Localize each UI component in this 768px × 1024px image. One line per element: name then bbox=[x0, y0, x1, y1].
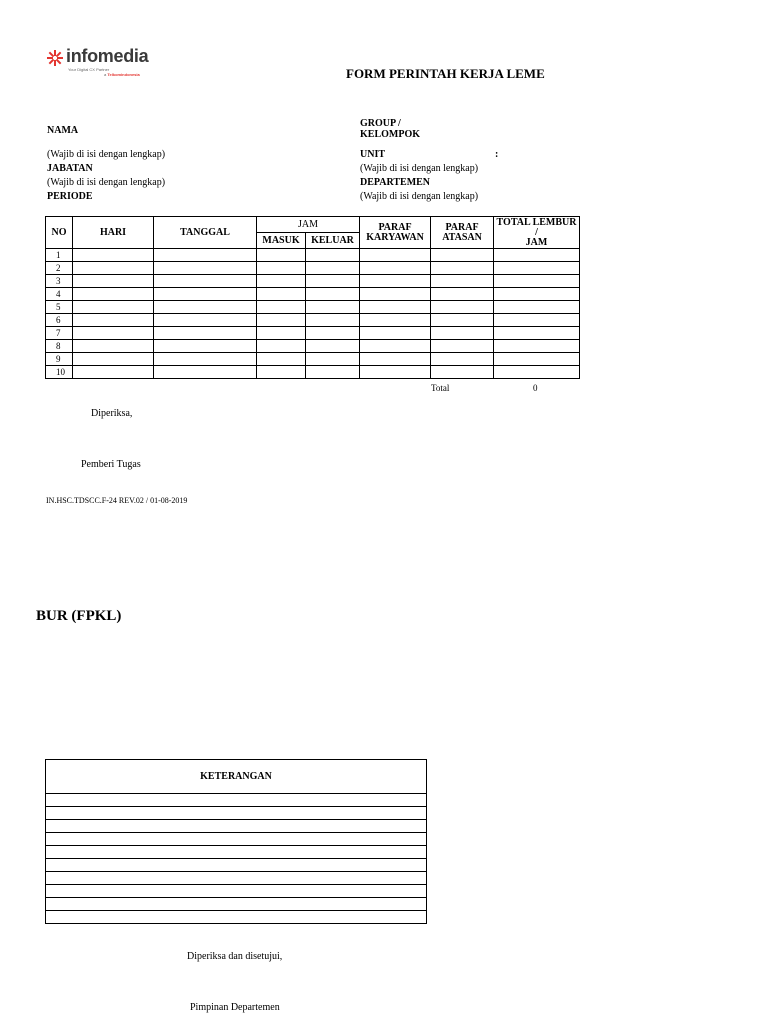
logo-tagline: Your Digital CX Partner bbox=[68, 67, 110, 72]
row-number: 2 bbox=[46, 262, 73, 275]
table-row bbox=[46, 340, 580, 353]
unit-hint: (Wajib di isi dengan lengkap) bbox=[360, 163, 479, 174]
table-cell bbox=[73, 366, 154, 379]
group-label: GROUP / bbox=[360, 118, 401, 129]
table-cell bbox=[154, 288, 257, 301]
table-cell bbox=[257, 327, 306, 340]
periode-label: PERIODE bbox=[47, 191, 93, 202]
keterangan-row bbox=[46, 833, 427, 846]
row-number: 8 bbox=[46, 340, 73, 353]
row-number: 7 bbox=[46, 327, 73, 340]
table-cell bbox=[494, 288, 580, 301]
table-cell bbox=[306, 327, 360, 340]
overtime-table bbox=[45, 216, 580, 379]
table-cell bbox=[73, 314, 154, 327]
table-cell bbox=[360, 340, 431, 353]
table-cell bbox=[306, 262, 360, 275]
table-cell bbox=[306, 314, 360, 327]
form-title-continued: BUR (FPKL) bbox=[36, 608, 122, 624]
table-cell bbox=[154, 366, 257, 379]
keterangan-cell bbox=[46, 807, 427, 820]
logo-wordmark: infomedia bbox=[66, 46, 149, 66]
table-cell bbox=[257, 314, 306, 327]
table-cell bbox=[306, 301, 360, 314]
keterangan-cell bbox=[46, 885, 427, 898]
jabatan-label: JABATAN bbox=[47, 163, 93, 174]
keterangan-cell bbox=[46, 872, 427, 885]
table-cell bbox=[494, 262, 580, 275]
keterangan-cell bbox=[46, 898, 427, 911]
table-cell bbox=[360, 301, 431, 314]
table-row bbox=[46, 366, 580, 379]
row-number: 10 bbox=[46, 366, 73, 379]
table-cell bbox=[73, 327, 154, 340]
header-jam: JAM bbox=[257, 217, 360, 233]
document-code: IN.HSC.TDSCC.F-24 REV.02 / 01-08-2019 bbox=[46, 496, 188, 505]
table-cell bbox=[360, 366, 431, 379]
row-number: 5 bbox=[46, 301, 73, 314]
table-cell bbox=[360, 314, 431, 327]
table-cell bbox=[431, 275, 494, 288]
table-cell bbox=[431, 340, 494, 353]
table-cell bbox=[431, 262, 494, 275]
table-cell bbox=[257, 366, 306, 379]
departemen-label: DEPARTEMEN bbox=[360, 177, 431, 188]
table-cell bbox=[431, 366, 494, 379]
diperiksa-label: Diperiksa, bbox=[91, 408, 133, 419]
table-cell bbox=[257, 340, 306, 353]
infomedia-logo bbox=[46, 46, 149, 80]
table-row bbox=[46, 249, 580, 262]
table-cell bbox=[494, 366, 580, 379]
diperiksa-disetujui-label: Diperiksa dan disetujui, bbox=[187, 951, 283, 962]
table-cell bbox=[306, 366, 360, 379]
keterangan-row bbox=[46, 898, 427, 911]
table-cell bbox=[257, 275, 306, 288]
table-cell bbox=[257, 301, 306, 314]
table-row bbox=[46, 288, 580, 301]
header-masuk: MASUK bbox=[257, 233, 306, 249]
table-cell bbox=[494, 314, 580, 327]
table-row bbox=[46, 262, 580, 275]
table-cell bbox=[154, 301, 257, 314]
keterangan-header: KETERANGAN bbox=[46, 760, 427, 794]
table-cell bbox=[360, 249, 431, 262]
header-tanggal: TANGGAL bbox=[154, 217, 257, 249]
table-cell bbox=[73, 340, 154, 353]
unit-colon: : bbox=[495, 149, 499, 160]
table-cell bbox=[73, 249, 154, 262]
table-cell bbox=[257, 353, 306, 366]
keterangan-row bbox=[46, 885, 427, 898]
pemberi-tugas-label: Pemberi Tugas bbox=[81, 459, 141, 470]
table-cell bbox=[360, 288, 431, 301]
unit-label: UNIT bbox=[360, 149, 386, 160]
keterangan-row bbox=[46, 846, 427, 859]
table-cell bbox=[306, 340, 360, 353]
table-cell bbox=[360, 327, 431, 340]
table-cell bbox=[431, 327, 494, 340]
header-total-lembur: TOTAL LEMBUR / JAM bbox=[494, 217, 580, 249]
kelompok-label: KELOMPOK bbox=[360, 129, 420, 140]
header-paraf-karyawan: PARAF KARYAWAN bbox=[360, 217, 431, 249]
table-cell bbox=[494, 353, 580, 366]
table-cell bbox=[494, 249, 580, 262]
table-cell bbox=[306, 275, 360, 288]
table-cell bbox=[431, 353, 494, 366]
keterangan-row bbox=[46, 911, 427, 924]
table-row bbox=[46, 275, 580, 288]
departemen-hint: (Wajib di isi dengan lengkap) bbox=[360, 191, 479, 202]
keterangan-table bbox=[45, 759, 427, 924]
table-cell bbox=[73, 288, 154, 301]
row-number: 9 bbox=[46, 353, 73, 366]
table-row bbox=[46, 327, 580, 340]
table-cell bbox=[494, 275, 580, 288]
table-cell bbox=[257, 288, 306, 301]
keterangan-cell bbox=[46, 794, 427, 807]
table-cell bbox=[257, 249, 306, 262]
row-number: 6 bbox=[46, 314, 73, 327]
table-cell bbox=[73, 275, 154, 288]
logo-by-line: a Telkomindonesia bbox=[104, 72, 140, 77]
table-cell bbox=[306, 249, 360, 262]
table-cell bbox=[431, 301, 494, 314]
table-cell bbox=[431, 288, 494, 301]
row-number: 3 bbox=[46, 275, 73, 288]
table-cell bbox=[360, 262, 431, 275]
table-cell bbox=[154, 327, 257, 340]
table-cell bbox=[360, 275, 431, 288]
logo-burst-icon bbox=[46, 49, 64, 67]
keterangan-cell bbox=[46, 820, 427, 833]
table-row bbox=[46, 301, 580, 314]
form-title: FORM PERINTAH KERJA LEME bbox=[346, 66, 545, 81]
table-cell bbox=[73, 301, 154, 314]
table-cell bbox=[494, 327, 580, 340]
nama-hint: (Wajib di isi dengan lengkap) bbox=[47, 149, 166, 160]
keterangan-row bbox=[46, 872, 427, 885]
header-keluar: KELUAR bbox=[306, 233, 360, 249]
header-paraf-atasan: PARAF ATASAN bbox=[431, 217, 494, 249]
table-cell bbox=[73, 262, 154, 275]
nama-label: NAMA bbox=[47, 125, 79, 136]
table-cell bbox=[154, 353, 257, 366]
table-cell bbox=[257, 262, 306, 275]
keterangan-row bbox=[46, 820, 427, 833]
total-value: 0 bbox=[533, 383, 538, 393]
header-no: NO bbox=[46, 217, 73, 249]
keterangan-cell bbox=[46, 859, 427, 872]
table-cell bbox=[431, 249, 494, 262]
table-row bbox=[46, 353, 580, 366]
jabatan-hint: (Wajib di isi dengan lengkap) bbox=[47, 177, 166, 188]
keterangan-cell bbox=[46, 911, 427, 924]
table-cell bbox=[431, 314, 494, 327]
table-cell bbox=[73, 353, 154, 366]
table-cell bbox=[494, 301, 580, 314]
pimpinan-departemen-label: Pimpinan Departemen bbox=[190, 1002, 280, 1013]
total-label: Total bbox=[431, 383, 450, 393]
table-cell bbox=[154, 314, 257, 327]
header-hari: HARI bbox=[73, 217, 154, 249]
keterangan-cell bbox=[46, 833, 427, 846]
table-cell bbox=[494, 340, 580, 353]
table-cell bbox=[360, 353, 431, 366]
row-number: 1 bbox=[46, 249, 73, 262]
table-cell bbox=[154, 262, 257, 275]
table-row bbox=[46, 314, 580, 327]
table-cell bbox=[154, 340, 257, 353]
table-cell bbox=[154, 275, 257, 288]
keterangan-row bbox=[46, 859, 427, 872]
table-cell bbox=[306, 353, 360, 366]
keterangan-row bbox=[46, 807, 427, 820]
keterangan-row bbox=[46, 794, 427, 807]
table-cell bbox=[306, 288, 360, 301]
table-cell bbox=[154, 249, 257, 262]
keterangan-cell bbox=[46, 846, 427, 859]
row-number: 4 bbox=[46, 288, 73, 301]
